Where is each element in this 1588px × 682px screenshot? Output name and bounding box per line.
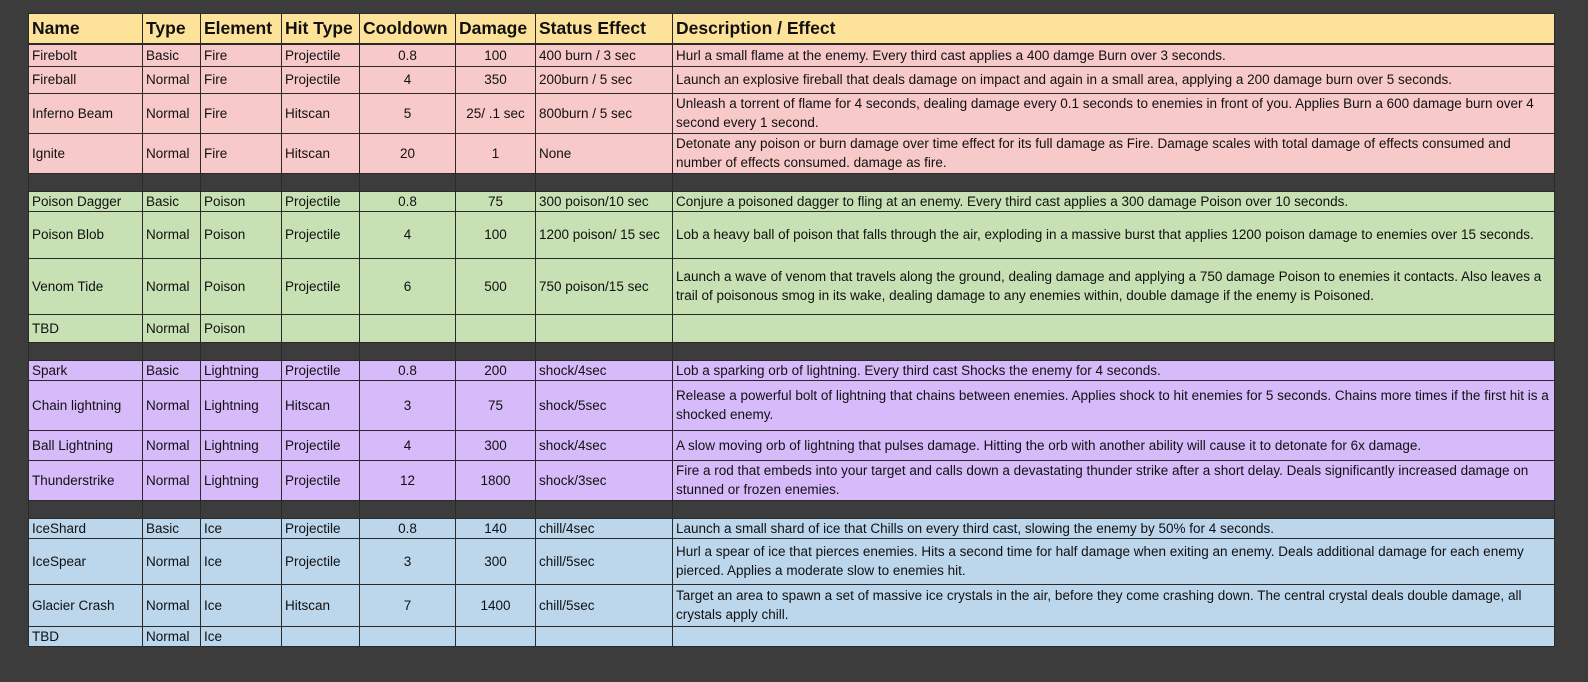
cell-name[interactable]: TBD [29,314,143,342]
header-row [29,14,1555,45]
empty-cell[interactable] [360,173,456,191]
cell-element[interactable]: Poison [201,191,282,211]
cell-damage[interactable]: 75 [456,191,536,211]
cell-description[interactable]: Hurl a spear of ice that pierces enemies. Hits a second time for half damage when exiting an enemy. Deals additional damage for each enemy pierced. Applies a moderate slow to enemies hit. [673,538,1555,584]
table-row [29,133,1555,173]
cell-name[interactable]: Firebolt [29,44,143,66]
cell-damage[interactable]: 100 [456,44,536,66]
table-body [29,44,1555,646]
cell-hit-type[interactable]: Hitscan [282,93,360,133]
table-row [29,538,1555,584]
cell-status-effect[interactable]: shock/3sec [536,460,673,500]
table-row [29,380,1555,430]
cell-name[interactable]: Venom Tide [29,258,143,314]
cell-type[interactable]: Normal [143,66,201,93]
cell-type[interactable]: Normal [143,584,201,626]
cell-status-effect[interactable] [536,314,673,342]
cell-hit-type[interactable]: Projectile [282,360,360,380]
cell-cooldown[interactable]: 5 [360,93,456,133]
cell-damage[interactable] [456,314,536,342]
group-separator [29,173,1555,191]
cell-status-effect[interactable]: shock/4sec [536,430,673,460]
cell-type[interactable]: Normal [143,258,201,314]
group-separator [29,500,1555,518]
cell-name[interactable]: Chain lightning [29,380,143,430]
cell-cooldown[interactable]: 4 [360,66,456,93]
cell-name[interactable]: Inferno Beam [29,93,143,133]
cell-status-effect[interactable]: 1200 poison/ 15 sec [536,211,673,258]
cell-element[interactable]: Poison [201,258,282,314]
empty-cell[interactable] [360,342,456,360]
empty-cell[interactable] [29,500,143,518]
cell-name[interactable]: Poison Blob [29,211,143,258]
cell-cooldown[interactable]: 7 [360,584,456,626]
table-row [29,93,1555,133]
cell-type[interactable]: Normal [143,133,201,173]
header-description[interactable]: Description / Effect [673,14,1555,45]
cell-hit-type[interactable]: Hitscan [282,584,360,626]
cell-element[interactable]: Ice [201,538,282,584]
cell-type[interactable]: Normal [143,211,201,258]
cell-damage[interactable]: 75 [456,380,536,430]
empty-cell[interactable] [201,173,282,191]
cell-description[interactable]: Target an area to spawn a set of massive ice crystals in the air, before they come crashing down. The central crystal deals double damage, all crystals apply chill. [673,584,1555,626]
table-row [29,211,1555,258]
table-row [29,430,1555,460]
cell-description[interactable]: Launch a wave of venom that travels along the ground, dealing damage and applying a 750 damage Poison to enemies it contacts. Also leaves a trail of poisonous smog in its wake, dealing damage to any enemies within, double damage if the enemy is Poisoned. [673,258,1555,314]
cell-damage[interactable]: 200 [456,360,536,380]
empty-cell[interactable] [456,173,536,191]
cell-name[interactable]: TBD [29,626,143,646]
empty-cell[interactable] [673,342,1555,360]
cell-type[interactable]: Normal [143,460,201,500]
cell-element[interactable]: Fire [201,44,282,66]
cell-type[interactable]: Normal [143,430,201,460]
cell-type[interactable]: Basic [143,191,201,211]
cell-element[interactable]: Lightning [201,460,282,500]
empty-cell[interactable] [673,500,1555,518]
cell-cooldown[interactable]: 3 [360,538,456,584]
cell-type[interactable]: Normal [143,380,201,430]
cell-cooldown[interactable]: 4 [360,430,456,460]
cell-hit-type[interactable]: Hitscan [282,380,360,430]
table-row [29,191,1555,211]
cell-damage[interactable]: 500 [456,258,536,314]
cell-status-effect[interactable]: 750 poison/15 sec [536,258,673,314]
cell-damage[interactable]: 140 [456,518,536,538]
cell-description[interactable]: Launch an explosive fireball that deals damage on impact and again in a small area, applying a 200 damage burn over 5 seconds. [673,66,1555,93]
cell-status-effect[interactable]: 300 poison/10 sec [536,191,673,211]
cell-status-effect[interactable]: chill/5sec [536,538,673,584]
empty-cell[interactable] [201,500,282,518]
table-row [29,360,1555,380]
cell-type[interactable]: Normal [143,93,201,133]
cell-hit-type[interactable]: Projectile [282,66,360,93]
cell-type[interactable]: Normal [143,626,201,646]
cell-name[interactable]: Ignite [29,133,143,173]
cell-element[interactable]: Fire [201,93,282,133]
cell-damage[interactable]: 1400 [456,584,536,626]
cell-damage[interactable]: 300 [456,538,536,584]
table-row [29,258,1555,314]
cell-status-effect[interactable]: chill/5sec [536,584,673,626]
cell-type[interactable]: Basic [143,518,201,538]
cell-name[interactable]: Glacier Crash [29,584,143,626]
cell-cooldown[interactable]: 0.8 [360,518,456,538]
cell-element[interactable]: Ice [201,626,282,646]
cell-name[interactable]: Thunderstrike [29,460,143,500]
cell-damage[interactable]: 1800 [456,460,536,500]
header-hit-type[interactable]: Hit Type [282,14,360,45]
cell-description[interactable]: Lob a heavy ball of poison that falls through the air, exploding in a massive burst that applies 1200 poison damage to enemies over 15 seconds. [673,211,1555,258]
header-name[interactable]: Name [29,14,143,45]
cell-element[interactable]: Poison [201,314,282,342]
cell-hit-type[interactable]: Projectile [282,538,360,584]
cell-element[interactable]: Ice [201,518,282,538]
empty-cell[interactable] [536,342,673,360]
cell-cooldown[interactable]: 0.8 [360,44,456,66]
cell-damage[interactable]: 300 [456,430,536,460]
cell-element[interactable]: Ice [201,584,282,626]
cell-hit-type[interactable]: Projectile [282,211,360,258]
cell-name[interactable]: Fireball [29,66,143,93]
header-status-effect[interactable]: Status Effect [536,14,673,45]
cell-status-effect[interactable]: 400 burn / 3 sec [536,44,673,66]
cell-type[interactable]: Normal [143,314,201,342]
cell-description[interactable]: Lob a sparking orb of lightning. Every third cast Shocks the enemy for 4 seconds. [673,360,1555,380]
table-row [29,314,1555,342]
cell-damage[interactable]: 1 [456,133,536,173]
empty-cell[interactable] [360,500,456,518]
cell-status-effect[interactable]: shock/5sec [536,380,673,430]
cell-status-effect[interactable] [536,626,673,646]
empty-cell[interactable] [29,173,143,191]
cell-type[interactable]: Basic [143,360,201,380]
cell-hit-type[interactable]: Projectile [282,44,360,66]
cell-hit-type[interactable]: Hitscan [282,133,360,173]
cell-element[interactable]: Lightning [201,430,282,460]
ability-table [28,13,1555,647]
cell-hit-type[interactable]: Projectile [282,191,360,211]
cell-hit-type[interactable]: Projectile [282,430,360,460]
cell-description[interactable]: Fire a rod that embeds into your target and calls down a devastating thunder strike after a short delay. Deals significantly increased damage on stunned or frozen enemies. [673,460,1555,500]
cell-name[interactable]: IceShard [29,518,143,538]
table-row [29,44,1555,66]
cell-description[interactable] [673,314,1555,342]
table-row [29,584,1555,626]
cell-type[interactable]: Basic [143,44,201,66]
cell-name[interactable]: IceSpear [29,538,143,584]
table-row [29,626,1555,646]
empty-cell[interactable] [201,342,282,360]
cell-element[interactable]: Fire [201,133,282,173]
group-separator [29,342,1555,360]
empty-cell[interactable] [143,342,201,360]
cell-status-effect[interactable]: 800burn / 5 sec [536,93,673,133]
empty-cell[interactable] [536,500,673,518]
header-damage[interactable]: Damage [456,14,536,45]
empty-cell[interactable] [456,500,536,518]
cell-hit-type[interactable] [282,314,360,342]
cell-cooldown[interactable]: 20 [360,133,456,173]
cell-name[interactable]: Spark [29,360,143,380]
cell-type[interactable]: Normal [143,538,201,584]
cell-hit-type[interactable]: Projectile [282,460,360,500]
cell-damage[interactable]: 350 [456,66,536,93]
cell-cooldown[interactable] [360,626,456,646]
cell-element[interactable]: Fire [201,66,282,93]
cell-name[interactable]: Ball Lightning [29,430,143,460]
cell-hit-type[interactable]: Projectile [282,258,360,314]
cell-cooldown[interactable]: 0.8 [360,360,456,380]
cell-name[interactable]: Poison Dagger [29,191,143,211]
table-row [29,518,1555,538]
cell-description[interactable]: Detonate any poison or burn damage over time effect for its full damage as Fire. Damage scales with total damage of effects consumed and number of effects consumed. damage as fire. [673,133,1555,173]
table-row [29,460,1555,500]
header-type[interactable]: Type [143,14,201,45]
empty-cell[interactable] [673,173,1555,191]
cell-description[interactable]: Unleash a torrent of flame for 4 seconds, dealing damage every 0.1 seconds to enemies in front of you. Applies Burn a 600 damage burn over 4 second every 1 second. [673,93,1555,133]
cell-damage[interactable]: 25/ .1 sec [456,93,536,133]
cell-cooldown[interactable] [360,314,456,342]
cell-cooldown[interactable]: 12 [360,460,456,500]
empty-cell[interactable] [456,342,536,360]
cell-hit-type[interactable] [282,626,360,646]
empty-cell[interactable] [29,342,143,360]
cell-cooldown[interactable]: 3 [360,380,456,430]
cell-cooldown[interactable]: 4 [360,211,456,258]
empty-cell[interactable] [282,173,360,191]
cell-status-effect[interactable]: None [536,133,673,173]
cell-hit-type[interactable]: Projectile [282,518,360,538]
empty-cell[interactable] [282,500,360,518]
cell-status-effect[interactable]: 200burn / 5 sec [536,66,673,93]
header-element[interactable]: Element [201,14,282,45]
cell-cooldown[interactable]: 0.8 [360,191,456,211]
empty-cell[interactable] [143,500,201,518]
empty-cell[interactable] [143,173,201,191]
cell-damage[interactable]: 100 [456,211,536,258]
cell-description[interactable] [673,626,1555,646]
cell-element[interactable]: Lightning [201,360,282,380]
cell-description[interactable]: A slow moving orb of lightning that pulses damage. Hitting the orb with another ability will cause it to detonate for 6x damage. [673,430,1555,460]
cell-description[interactable]: Release a powerful bolt of lightning that chains between enemies. Applies shock to hit enemies for 5 seconds. Chains more times if the first hit is a shocked enemy. [673,380,1555,430]
header-cooldown[interactable]: Cooldown [360,14,456,45]
cell-element[interactable]: Poison [201,211,282,258]
cell-description[interactable]: Launch a small shard of ice that Chills on every third cast, slowing the enemy by 50% for 4 seconds. [673,518,1555,538]
cell-status-effect[interactable]: shock/4sec [536,360,673,380]
cell-status-effect[interactable]: chill/4sec [536,518,673,538]
cell-description[interactable]: Conjure a poisoned dagger to fling at an enemy. Every third cast applies a 300 damage Poison over 10 seconds. [673,191,1555,211]
empty-cell[interactable] [536,173,673,191]
cell-damage[interactable] [456,626,536,646]
cell-cooldown[interactable]: 6 [360,258,456,314]
table-row [29,66,1555,93]
cell-description[interactable]: Hurl a small flame at the enemy. Every third cast applies a 400 damge Burn over 3 seconds. [673,44,1555,66]
empty-cell[interactable] [282,342,360,360]
cell-element[interactable]: Lightning [201,380,282,430]
